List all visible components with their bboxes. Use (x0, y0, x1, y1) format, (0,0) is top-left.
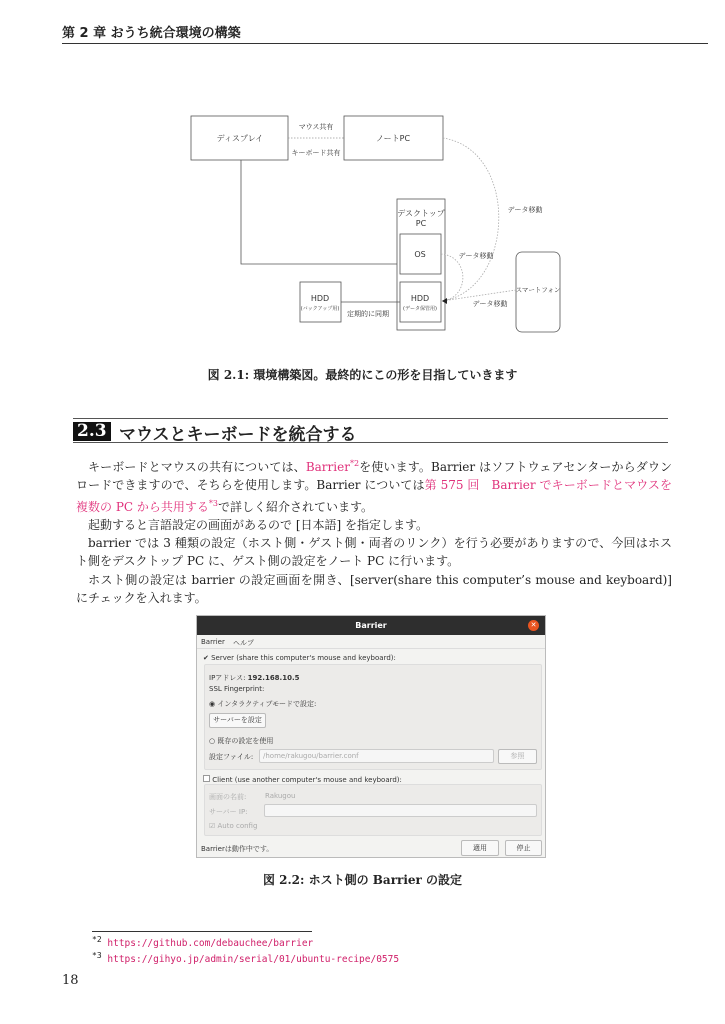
display-label: ディスプレイ (216, 134, 264, 143)
configure-server-button[interactable]: サーバーを設定 (209, 713, 266, 728)
figure1-caption: 図 2.1: 環境構築図。最終的にこの形を目指していきます (207, 368, 518, 382)
screen-name-value: Rakugou (265, 792, 296, 800)
footnote (92, 935, 313, 949)
ip-label: IPアドレス: (209, 674, 246, 682)
menu-barrier[interactable]: Barrier (201, 638, 225, 646)
paragraph: 起動すると言語設定の画面があるので [日本語] を指定します。 (88, 517, 429, 532)
radio-existing-label: 既存の設定を使用 (217, 737, 274, 745)
server-ip-input[interactable] (264, 804, 537, 817)
data-move-label: データ移動 (458, 252, 494, 260)
data-move-label: データ移動 (507, 206, 543, 214)
text: を使います。Barrier はソフトウェアセンターからダウンロードできますので、そちらを使用します。Barrier については (76, 460, 672, 493)
browse-button[interactable]: 参照 (498, 749, 537, 764)
footnote-mark: *2 (92, 935, 102, 944)
hdd-data-sublabel: (データ保管用) (403, 306, 437, 312)
os-data-arrow (441, 254, 463, 301)
config-file-label: 設定ファイル: (209, 753, 254, 761)
paragraph: ホスト側の設定は barrier の設定画面を開き、[server(share this computer’s mouse and keyboard)] にチェックを入れます。 (76, 572, 672, 606)
radio-interactive-label: インタラクティブモードで設定: (217, 700, 317, 708)
mouse-share-label: マウス共有 (298, 123, 334, 131)
close-icon[interactable]: ✕ (528, 620, 539, 631)
barrier-window (196, 615, 546, 858)
environment-diagram (0, 0, 725, 360)
hdd-data-label: HDD (410, 294, 430, 303)
section-heading (73, 418, 668, 443)
screen-name-label: 画面の名前: (209, 793, 247, 801)
menu-divider (197, 648, 545, 649)
display-cable-line (241, 160, 397, 264)
auto-config-checkbox[interactable]: ☑ Auto config (209, 822, 258, 830)
desktop-label: デスクトップ (397, 209, 445, 218)
config-file-input[interactable]: /home/rakugou/barrier.conf (259, 749, 494, 763)
desktop-label-pc: PC (415, 219, 427, 228)
figure2-caption: 図 2.2: ホスト側の Barrier の設定 (262, 873, 463, 887)
auto-config-label: Auto config (217, 822, 258, 830)
server-ip-label: サーバー IP: (209, 808, 248, 816)
article-link[interactable]: 第 575 回 Barrier でキーボードとマウスを複数の PC から共用する (76, 478, 672, 514)
footnote-mark: *3 (92, 951, 102, 960)
section-title: マウスとキーボードを統合する (119, 425, 357, 445)
notepc-label: ノートPC (375, 134, 411, 143)
status-text: Barrierは動作中です。 (201, 845, 274, 853)
smartphone-label: スマートフォン (515, 286, 561, 294)
keyboard-share-label: キーボード共有 (291, 149, 341, 157)
checkbox-icon (203, 775, 210, 782)
footnote-ref[interactable]: *3 (208, 498, 218, 508)
page-number: 18 (62, 973, 79, 988)
hdd-backup-sublabel: (バックアップ用) (300, 306, 340, 312)
os-label: OS (414, 250, 426, 259)
ip-value: 192.168.10.5 (247, 674, 300, 682)
section-number: 2.3 (73, 422, 111, 441)
arrowhead-icon (442, 298, 447, 304)
apply-button[interactable]: 適用 (461, 840, 499, 856)
ssl-label: SSL Fingerprint: (209, 685, 265, 693)
body-text (76, 455, 672, 607)
footnote-rule (92, 931, 312, 932)
client-checkbox[interactable] (203, 775, 402, 784)
hdd-backup-label: HDD (310, 294, 330, 303)
text: で詳しく紹介されています。 (217, 499, 374, 514)
ip-row (209, 673, 300, 683)
paragraph: barrier では 3 種類の設定（ホスト側・ゲスト側・両者のリンク）を行う必要がありますので、今回はホスト側をデスクトップ PC に、ゲスト側の設定をノート PC に行います。 (76, 536, 672, 569)
radio-existing[interactable]: ○ 既存の設定を使用 (209, 737, 274, 745)
text: キーボードとマウスの共有については、 (88, 460, 306, 474)
radio-interactive[interactable]: ◉ インタラクティブモードで設定: (209, 700, 317, 708)
sync-label: 定期的に同期 (347, 310, 389, 318)
notepc-data-arrow (442, 138, 499, 301)
title-bar: Barrier (197, 616, 545, 635)
server-checkbox[interactable]: ✔ Server (share this computer's mouse and keyboard): (203, 654, 396, 662)
barrier-link[interactable]: Barrier (305, 460, 350, 474)
chapter-header: 第 2 章 おうち統合環境の構築 (62, 26, 241, 41)
menu-help[interactable]: ヘルプ (233, 639, 254, 647)
footnote-link[interactable]: https://github.com/debauchee/barrier (107, 938, 314, 950)
paragraph (76, 455, 672, 516)
footnote-ref[interactable]: *2 (349, 459, 360, 468)
client-label: Client (use another computer's mouse and keyboard): (212, 776, 402, 784)
server-label: Server (share this computer's mouse and keyboard): (211, 654, 396, 662)
data-move-label: データ移動 (472, 300, 508, 308)
footnote-link[interactable]: https://gihyo.jp/admin/serial/01/ubuntu-recipe/0575 (107, 954, 400, 966)
footnote (92, 951, 399, 965)
stop-button[interactable]: 停止 (505, 840, 542, 856)
